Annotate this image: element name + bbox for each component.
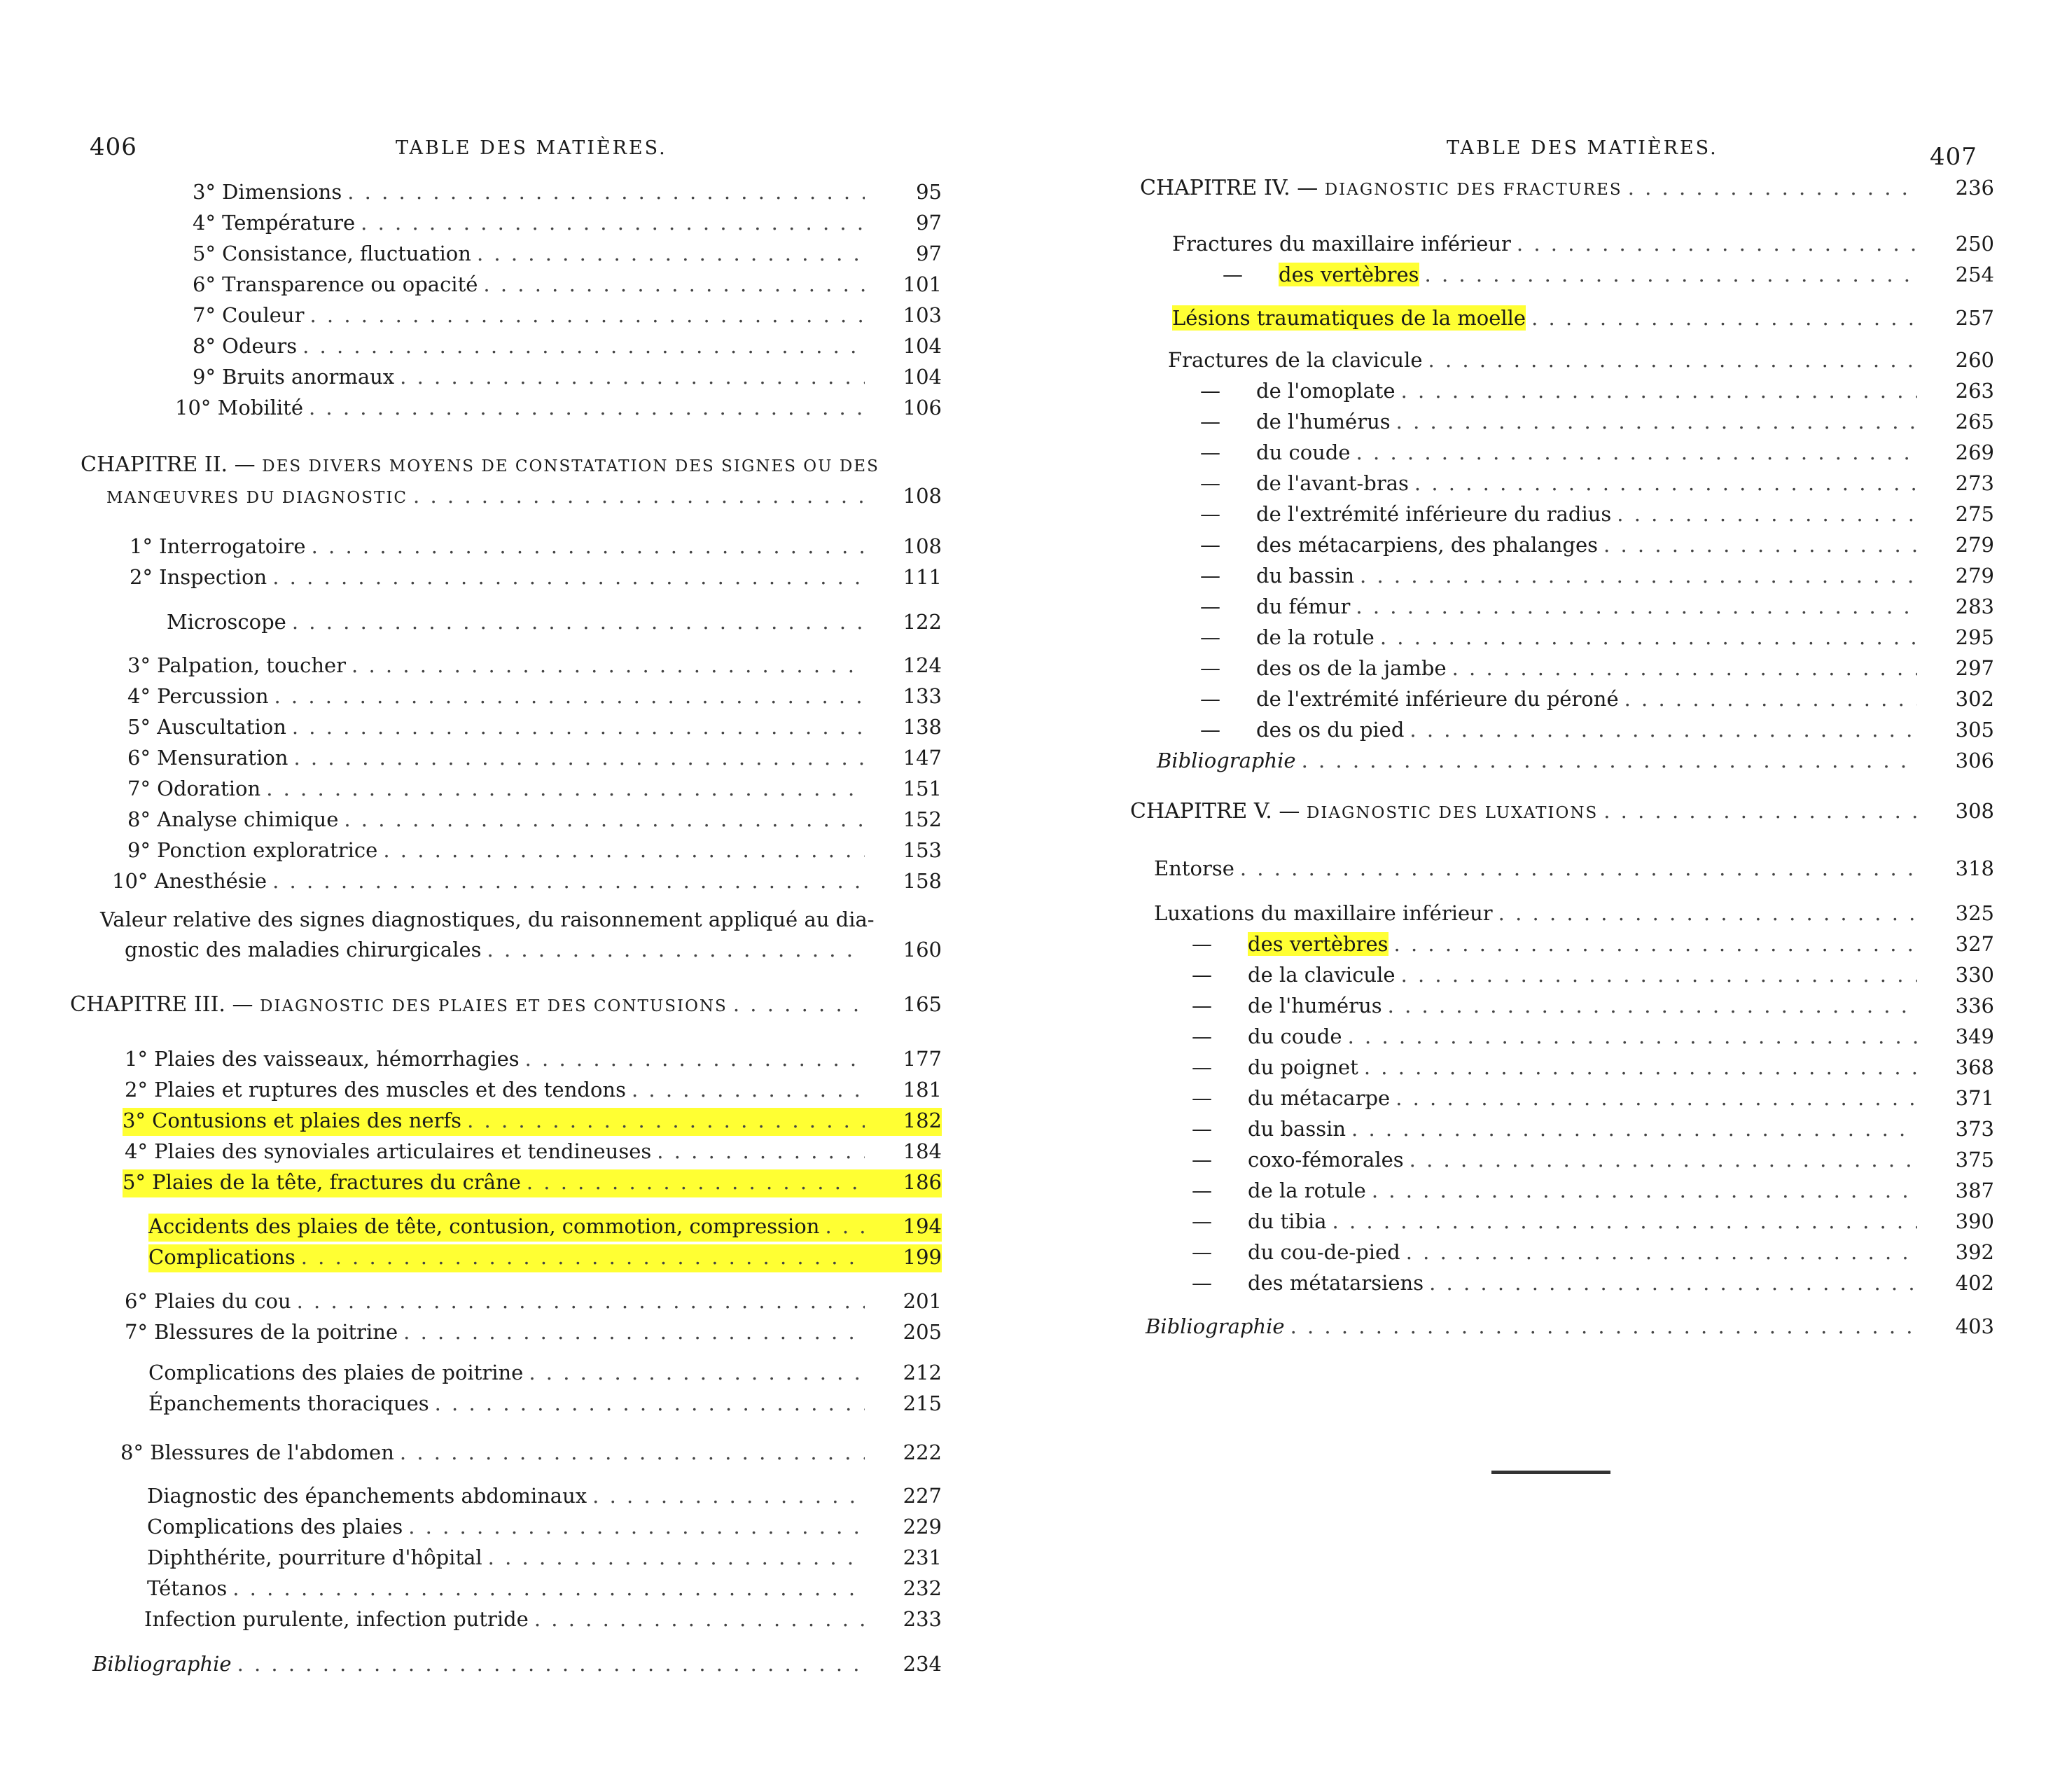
toc-entry: 8° Blessures de l'abdomen . . . 222 <box>120 1440 942 1468</box>
chapter-heading: CHAPITRE II. — DES DIVERS MOYENS DE CONSTATATION DES SIGNES OU DES <box>81 452 879 477</box>
toc-entry: Fractures de la clavicule . . . 260 <box>1168 347 1994 375</box>
toc-entry: Bibliographie . . . 306 <box>1157 748 1994 776</box>
toc-entry: 4° Température . . . 97 <box>193 210 942 238</box>
toc-entry: — des os du pied . . . 305 <box>1200 717 1994 745</box>
page-number: 407 <box>1930 143 1977 171</box>
running-title: TABLE DES MATIÈRES. <box>1447 137 1718 159</box>
chapter-heading: CHAPITRE IV. — DIAGNOSTIC DES FRACTURES . . . 236 <box>1140 175 1994 203</box>
toc-entry: — des métatarsiens . . . 402 <box>1192 1270 1994 1298</box>
toc-entry: — de l'avant-bras . . . 273 <box>1200 471 1994 499</box>
toc-entry: 5° Consistance, fluctuation . . . 97 <box>193 241 942 269</box>
toc-entry: — de l'humérus . . . 265 <box>1200 409 1994 437</box>
toc-entry-highlighted: 3° Contusions et plaies des nerfs . . . 182 <box>123 1108 942 1136</box>
toc-entry: 7° Odoration . . . 151 <box>127 776 942 804</box>
toc-entry: — du bassin . . . 373 <box>1192 1116 1994 1144</box>
chapter-heading: CHAPITRE III. — DIAGNOSTIC DES PLAIES ET DES CONTUSIONS . . . 165 <box>70 992 942 1020</box>
toc-entry: 10° Mobilité . . . 106 <box>175 395 942 423</box>
toc-entry: — de l'omoplate . . . 263 <box>1200 378 1994 406</box>
chapter-heading: CHAPITRE V. — DIAGNOSTIC DES LUXATIONS . . . 308 <box>1130 798 1994 826</box>
toc-entry: 2° Plaies et ruptures des muscles et des tendons . . . 181 <box>125 1077 942 1105</box>
toc-entry: 8° Analyse chimique . . . 152 <box>127 807 942 835</box>
toc-entry-highlighted: Complications . . . 199 <box>148 1244 942 1272</box>
toc-entry: Luxations du maxillaire inférieur . . . 325 <box>1154 901 1994 929</box>
toc-entry: gnostic des maladies chirurgicales . . . 160 <box>125 937 942 965</box>
toc-entry: Complications des plaies . . . 229 <box>147 1514 942 1542</box>
toc-entry: 6° Plaies du cou . . . 201 <box>125 1289 942 1317</box>
toc-entry: 9° Ponction exploratrice . . . 153 <box>127 838 942 866</box>
toc-entry: Bibliographie . . . 234 <box>92 1651 942 1679</box>
toc-entry: 10° Anesthésie . . . 158 <box>112 868 942 896</box>
toc-entry: — du coude . . . 349 <box>1192 1024 1994 1052</box>
toc-entry: — des os de la jambe . . . 297 <box>1200 655 1994 683</box>
toc-entry: Infection purulente, infection putride . . . 233 <box>144 1606 942 1634</box>
toc-entry: — du tibia . . . 390 <box>1192 1209 1994 1237</box>
toc-entry: — des métacarpiens, des phalanges . . . 279 <box>1200 532 1994 560</box>
toc-entry: 3° Palpation, toucher . . . 124 <box>127 653 942 681</box>
toc-entry: — du bassin . . . 279 <box>1200 563 1994 591</box>
toc-entry: 6° Transparence ou opacité . . . 101 <box>193 272 942 300</box>
toc-entry: 7° Couleur . . . 103 <box>193 303 942 331</box>
toc-entry: Fractures du maxillaire inférieur . . . 250 <box>1172 231 1994 259</box>
toc-entry: — des vertèbres . . . 327 <box>1192 931 1994 959</box>
toc-entry: 5° Auscultation . . . 138 <box>127 714 942 742</box>
toc-entry: Épanchements thoraciques . . . 215 <box>148 1391 942 1419</box>
toc-entry-text: Valeur relative des signes diagnostiques, du raisonnement appliqué au dia- <box>100 908 875 931</box>
toc-entry: 1° Plaies des vaisseaux, hémorrhagies . . . 177 <box>125 1046 942 1074</box>
toc-entry: 6° Mensuration . . . 147 <box>127 745 942 773</box>
toc-entry: — de la rotule . . . 387 <box>1192 1178 1994 1206</box>
toc-entry: 9° Bruits anormaux . . . 104 <box>193 364 942 392</box>
toc-entry: — de l'extrémité inférieure du radius . . . 275 <box>1200 501 1994 529</box>
toc-entry: Tétanos . . . 232 <box>147 1576 942 1604</box>
toc-entry: — du fémur . . . 283 <box>1200 594 1994 622</box>
toc-entry: MANŒUVRES DU DIAGNOSTIC . . . 108 <box>106 483 942 511</box>
toc-entry: Lésions traumatiques de la moelle . . . 257 <box>1172 305 1994 333</box>
toc-entry: 2° Inspection . . . 111 <box>130 564 942 592</box>
toc-entry: — du métacarpe . . . 371 <box>1192 1085 1994 1113</box>
toc-entry: — de l'extrémité inférieure du péroné . . . 302 <box>1200 686 1994 714</box>
toc-entry: 7° Blessures de la poitrine . . . 205 <box>125 1319 942 1347</box>
toc-entry: 4° Plaies des synoviales articulaires et tendineuses . . . 184 <box>125 1139 942 1167</box>
toc-entry-highlighted: 5° Plaies de la tête, fractures du crâne . . . 186 <box>123 1169 942 1197</box>
toc-entry: — de la rotule . . . 295 <box>1200 625 1994 653</box>
toc-entry: — des vertèbres . . . 254 <box>1223 262 1994 290</box>
toc-entry: — de la clavicule . . . 330 <box>1192 962 1994 990</box>
right-page <box>1034 0 2067 1792</box>
toc-entry-highlighted: Accidents des plaies de tête, contusion, commotion, compression . . . 194 <box>148 1214 942 1242</box>
toc-entry: 8° Odeurs . . . 104 <box>193 333 942 361</box>
running-title: TABLE DES MATIÈRES. <box>396 137 667 159</box>
toc-entry: — coxo-fémorales . . . 375 <box>1192 1147 1994 1175</box>
toc-entry: Microscope . . . 122 <box>167 609 942 637</box>
toc-entry: Complications des plaies de poitrine . . . 212 <box>148 1360 942 1388</box>
toc-entry: — du cou-de-pied . . . 392 <box>1192 1239 1994 1267</box>
toc-entry: — de l'humérus . . . 336 <box>1192 993 1994 1021</box>
toc-entry: — du coude . . . 269 <box>1200 440 1994 468</box>
toc-entry: 4° Percussion . . . 133 <box>127 683 942 711</box>
end-rule <box>1491 1471 1610 1474</box>
toc-entry: Bibliographie . . . 403 <box>1146 1314 1994 1342</box>
toc-entry: 3° Dimensions . . . 95 <box>193 179 942 207</box>
toc-entry: Diagnostic des épanchements abdominaux . . . 227 <box>147 1483 942 1511</box>
page-number: 406 <box>90 133 137 161</box>
toc-entry: Entorse . . . 318 <box>1154 856 1994 884</box>
toc-entry: 1° Interrogatoire . . . 108 <box>130 534 942 562</box>
toc-entry: — du poignet . . . 368 <box>1192 1055 1994 1083</box>
toc-entry: Diphthérite, pourriture d'hôpital . . . 231 <box>147 1545 942 1573</box>
